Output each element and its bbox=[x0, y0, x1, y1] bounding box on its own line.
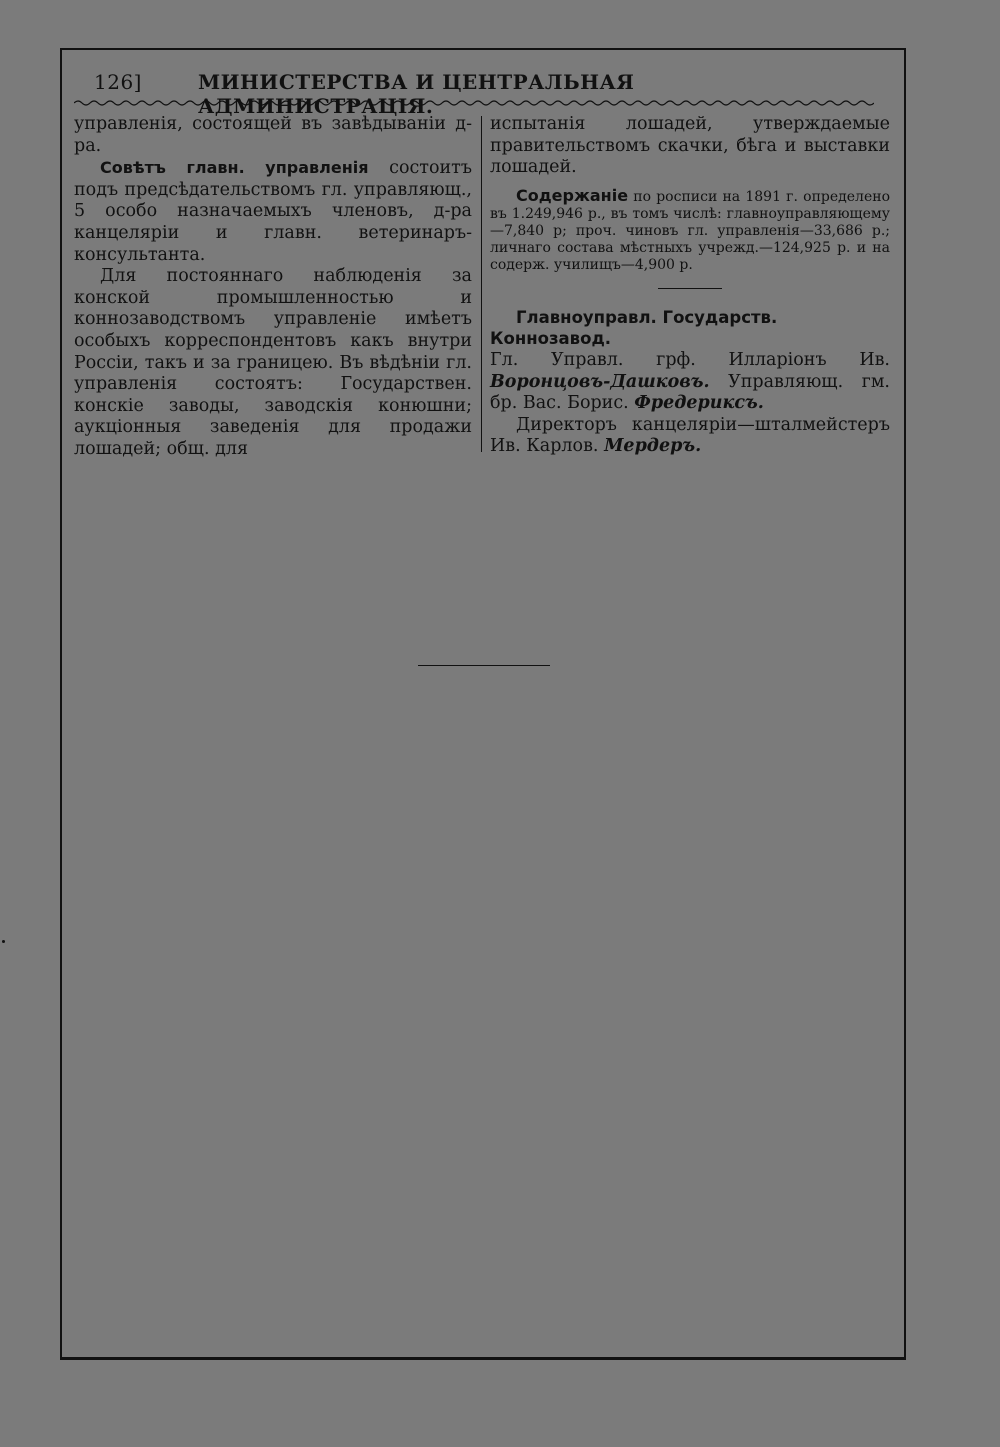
budget-lead: Содержаніе bbox=[516, 185, 629, 205]
council-lead: Совѣтъ главн. управленія bbox=[100, 158, 369, 178]
person-name-merder: Мердеръ. bbox=[604, 436, 702, 457]
administration-paragraph bbox=[490, 350, 890, 415]
end-rule bbox=[418, 665, 550, 666]
scan-speck bbox=[2, 940, 5, 943]
section-heading: Главноуправл. Государств. Коннозавод. bbox=[490, 307, 778, 349]
page-number: 126] bbox=[94, 70, 142, 94]
wavy-rule bbox=[74, 98, 874, 108]
section-separator bbox=[658, 288, 722, 289]
column-divider bbox=[481, 116, 482, 452]
left-column bbox=[74, 114, 472, 461]
left-paragraph-3: Для постояннаго наблюденія за конской промышленностью и коннозаводствомъ управленіе имѣетъ особыхъ корреспондентовъ какъ внутри Россіи, такъ и за границею. Въ вѣдѣніи гл. управленія состоятъ: Государствен. конскіе заводы, заводскія конюшни; аукціонныя заведенія для продажи лошадей; общ. для bbox=[74, 266, 472, 459]
left-paragraph-1: управленія, состоящей въ завѣдываніи д-ра. bbox=[74, 114, 472, 156]
right-paragraph-1: испытанія лошадей, утверждаемые правительствомъ скачки, бѣга и выставки лошадей. bbox=[490, 114, 890, 178]
right-column bbox=[490, 114, 890, 458]
page-header bbox=[94, 70, 874, 118]
budget-text: по росписи на 1891 г. определено въ 1.249,946 р., въ томъ числѣ: главноуправляющему—7,840 р; проч. чиновъ гл. управленія—33,686 р.; личнаго состава мѣстныхъ учрежд.—124,925 р. и на содерж. училищъ—4,900 р. bbox=[490, 188, 890, 273]
council-text: состоитъ подъ предсѣдательствомъ гл. управляющ., 5 особо назначаемыхъ членовъ, д-ра канцеляріи и главн. ветеринаръ-консультанта. bbox=[74, 158, 472, 265]
budget-paragraph bbox=[490, 187, 890, 274]
running-title: МИНИСТЕРСТВА И ЦЕНТРАЛЬНАЯ АДМИНИСТРАЦІЯ. bbox=[198, 70, 635, 118]
director-paragraph bbox=[490, 415, 890, 458]
director-text: Директоръ канцеляріи—шталмейстеръ Ив. Карлов. bbox=[490, 414, 890, 457]
left-paragraph-2 bbox=[74, 157, 472, 266]
person-name-frederiks: Фредериксъ. bbox=[634, 393, 764, 414]
administration-text-1: Гл. Управл. грф. Илларіонъ Ив. bbox=[490, 349, 890, 370]
administration-text-2: Управляющ. гм. бр. Вас. Борис. bbox=[490, 371, 890, 414]
person-name-vorontsov: Воронцовъ-Дашковъ. bbox=[490, 371, 710, 392]
